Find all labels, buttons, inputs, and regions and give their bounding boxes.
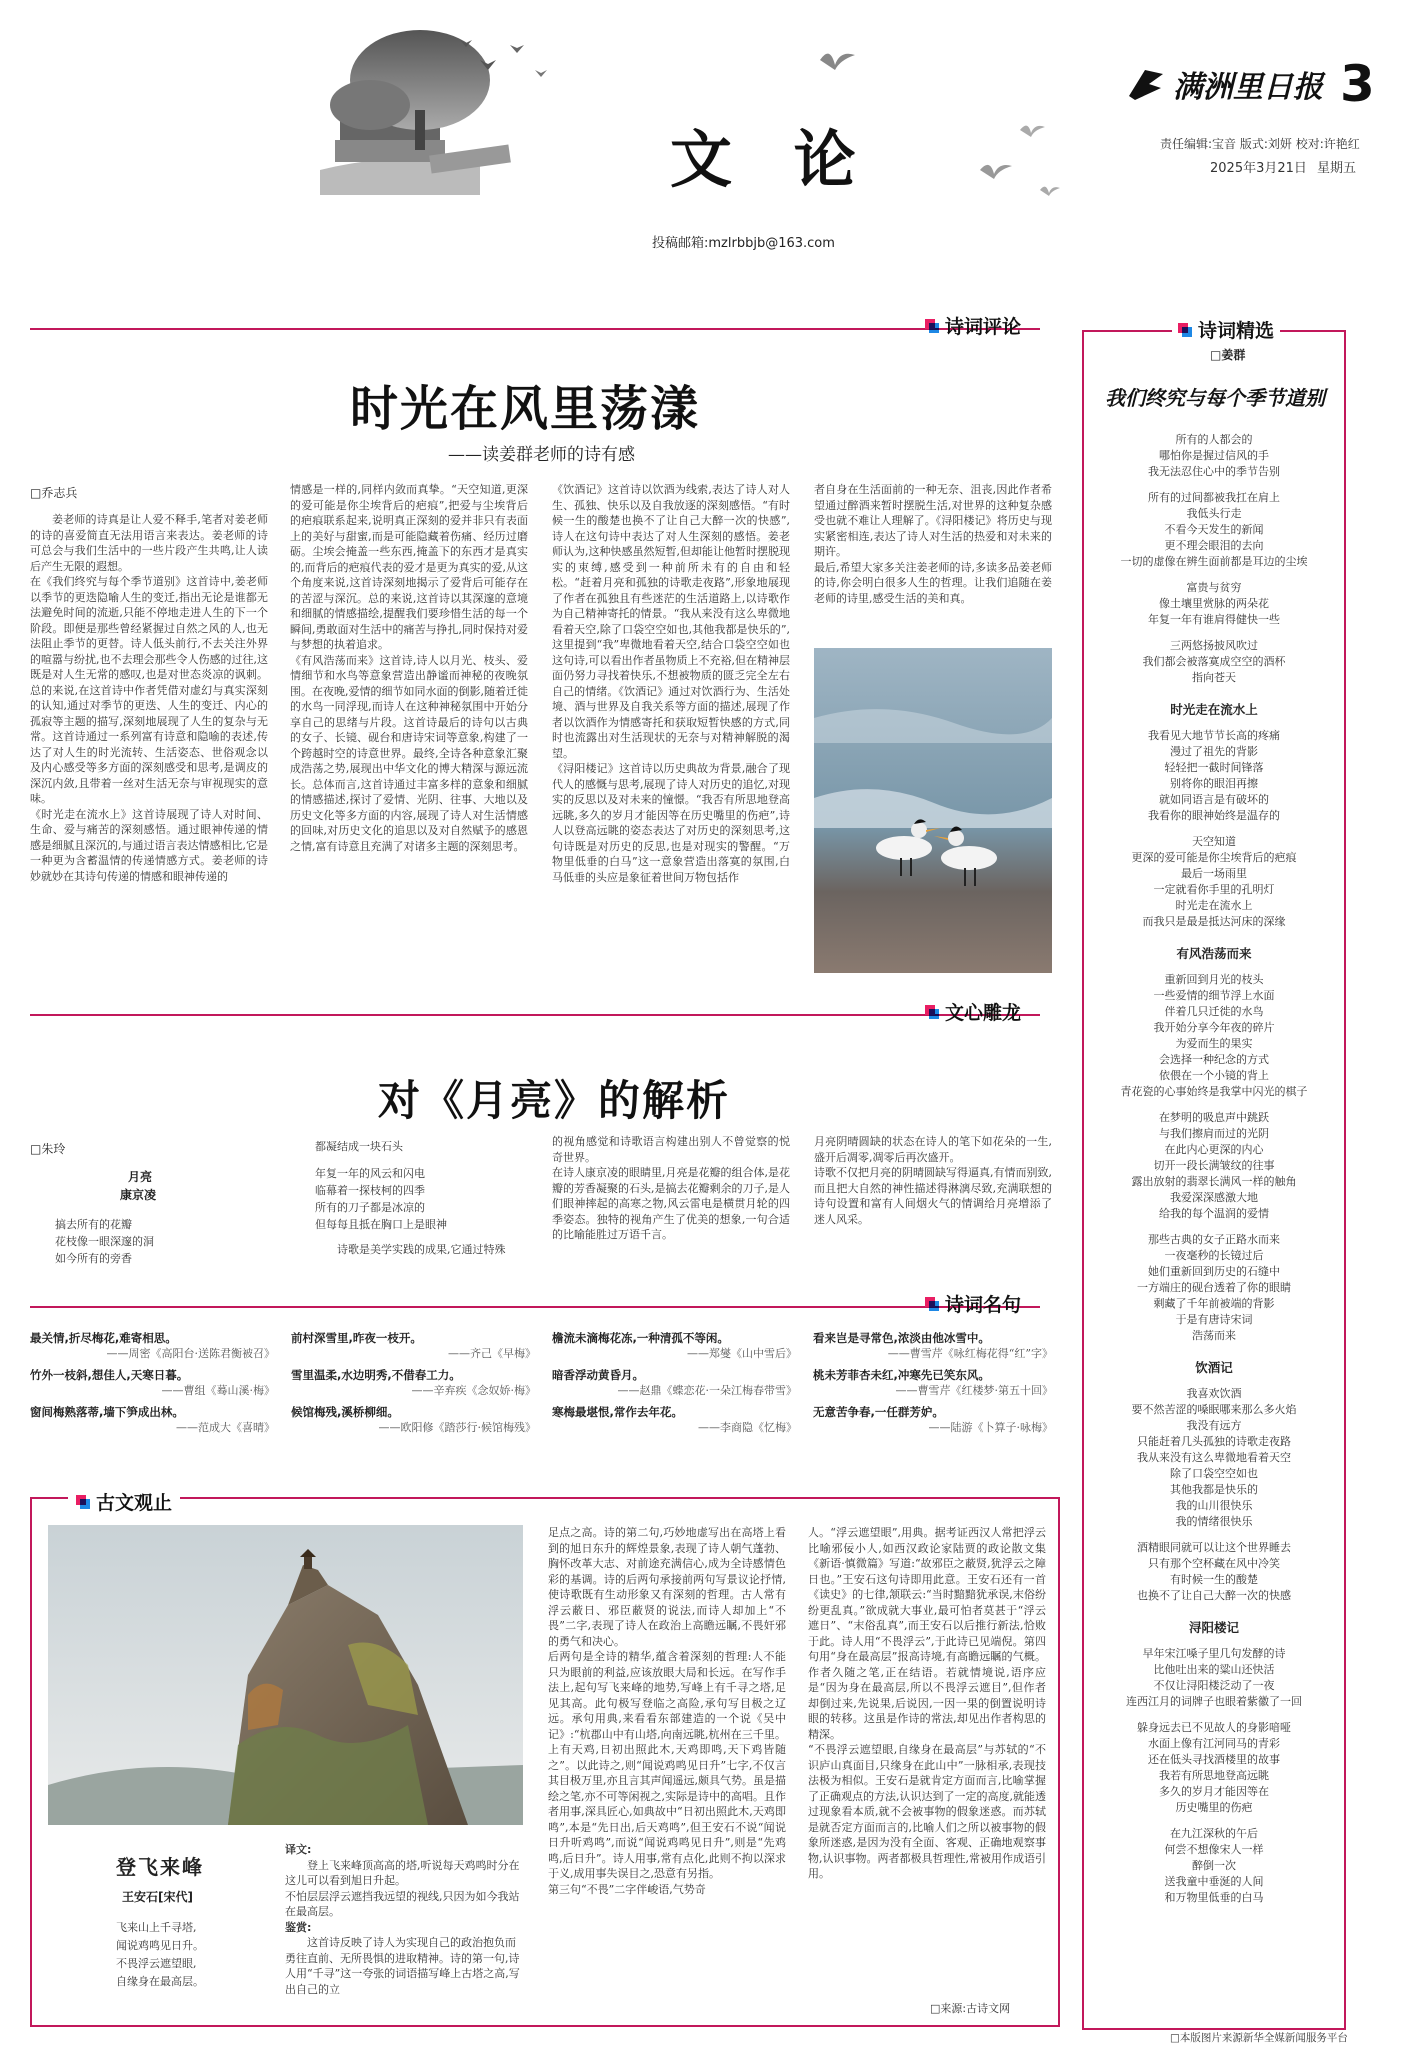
poem-line: 别将你的眼泪再擦 xyxy=(1170,777,1258,790)
moon-col-3: 的视角感觉和诗歌语言构建出别人不曾觉察的悦奇世界。 在诗人康京凌的眼睛里,月亮是花瓣的组合体,是花瓣的芳香凝聚的石头,是搞去花瓣剩余的刀子,是人们眼神摔起的高寒之物,风云雷电是横贯月轮的四季姿态。独特的视角产生了优美的想象,一句合适的比喻能胜过万语千言。 xyxy=(552,1135,790,1241)
poem-line: 自缘身在最高层。 xyxy=(116,1975,204,1988)
poem-stanza xyxy=(1090,1646,1338,1710)
selection-body xyxy=(1090,432,1338,1997)
poem-line: 富贵与贫穷 xyxy=(1186,581,1242,594)
review-col-3: 《饮酒记》这首诗以饮酒为线索,表达了诗人对人生、孤独、快乐以及自我放逐的深刻感悟。“有时候一生的酸楚也换不了让自己大醉一次的快感”,诗人在这句诗中表达了对人生深刻的感悟。姜老师认为,这种快感虽然短暂,但却能让他暂时摆脱现实的束缚,感受到一种前所未有的自由和轻松。“赶着月亮和孤独的诗歌走夜路”,形象地展现了作者在孤独且有些迷茫的生活道路上,以诗歌作为自己精神寄托的情景。“我从来没有这么卑微地看着天空,除了口袋空空如也,其他我都是快乐的”,这里提到“我”卑微地看着天空,结合口袋空空如也这句诗,可以看出作者虽物质上不充裕,但在精神层面仍努力寻找着快乐,不想被物质的匮乏完全左右自己的情绪。《饮酒记》通过对饮酒行为、生活处境、酒与世界及自我关系等方面的描述,展现了作者以饮酒作为情感寄托和获取短暂快感的方式,同时也流露出对生活现状的无奈与对精神解脱的渴望。 《浔阳楼记》这首诗以历史典故为背景,融合了现代人的感慨与思考,展现了诗人对历史的追忆,对现实的反思以及对未来的憧憬。“我否有所思地登高远眺,多久的岁月才能因等在历史嘴里的伤疤”,诗人以登高远眺的姿态表达了对历史的深刻思考,这句诗既是对历史的反思,也是对现实的警醒。“万物里低垂的白马”这一意象营造出落寞的氛围,白马低垂的头应是象征着世间万物包括作 xyxy=(552,483,790,884)
poem-stanza xyxy=(1090,1232,1338,1344)
poem-line: 躲身远去已不见故人的身影喑哑 xyxy=(1137,1721,1291,1734)
poem-line: 何尝不想像宋人一样 xyxy=(1164,1843,1264,1856)
poem-line: 最后一场雨里 xyxy=(1181,867,1247,880)
poem-line: 更深的爱可能是你尘埃背后的疤痕 xyxy=(1131,851,1297,864)
poem-line: 会选择一种纪念的方式 xyxy=(1159,1053,1269,1066)
famous-rule xyxy=(30,1306,1040,1308)
famous-quotes xyxy=(30,1330,1060,1441)
poem-line: 花枝像一眼深邃的洞 xyxy=(55,1235,154,1248)
poem-line: 天空知道 xyxy=(1192,835,1236,848)
poem-line: 我开始分享今年夜的碎片 xyxy=(1153,1021,1275,1034)
poem-line: 轻轻把一截时间锋落 xyxy=(1164,761,1264,774)
poem-line: 醉倒一次 xyxy=(1192,1859,1236,1872)
review-author: □乔志兵 xyxy=(30,486,78,500)
quote-source: ——周密《高阳台·送陈君衡被召》 xyxy=(106,1347,275,1360)
review-rule xyxy=(30,328,1040,330)
poem-stanza xyxy=(1090,834,1338,930)
quote-text: 无意苦争春,一任群芳妒。 xyxy=(813,1405,944,1419)
poem-line: 闻说鸡鸣见日升。 xyxy=(116,1939,204,1952)
translation-text: 登上飞来峰顶高高的塔,听说每天鸡鸣时分在这儿可以看到旭日升起。 不怕层层浮云遮挡我远望的视线,只因为如今我站在最高层。 xyxy=(285,1858,520,1918)
poem-line: 我们都会被落寞成空空的酒杯 xyxy=(1142,655,1286,668)
ancient-poem-author: 王安石[宋代] xyxy=(122,1890,193,1904)
poem-line: 像土壤里赏脉的两朵花 xyxy=(1159,597,1269,610)
image-source-footer: □本版图片来源新华全媒新闻服务平台 xyxy=(1170,2032,1348,2044)
poem-line: 也换不了让自己大醉一次的快感 xyxy=(1137,1589,1291,1602)
poem-line: 连西江月的词牌子也眼着紫徽了一回 xyxy=(1126,1695,1302,1708)
quote-source: ——赵鼎《蝶恋花·一朵江梅春带雪》 xyxy=(617,1384,797,1397)
review-col-4: 者自身在生活面前的一种无奈、沮丧,因此作者希望通过醉酒来暂时摆脱生活,对世界的这种复杂感受也就不难让人理解了。《浔阳楼记》将历史与现实紧密相连,表达了诗人对生活的热爱和对未来的期许。 最后,希望大家多关注姜老师的诗,多读多品姜老师的诗,你会明白很多人生的哲理。让我们追随在姜老师的诗里,感受生活的美和真。 xyxy=(814,483,1052,605)
poem-line: 于是有唐诗宋词 xyxy=(1175,1313,1253,1326)
poem-line: 我低头行走 xyxy=(1186,507,1242,520)
poem-line: 我的情绪很快乐 xyxy=(1175,1515,1253,1528)
poem-line: 在梦明的吸息声中跳跃 xyxy=(1159,1111,1269,1124)
poem-line: 搞去所有的花瓣 xyxy=(55,1218,132,1231)
poem-line xyxy=(315,1155,535,1165)
tag-square-icon xyxy=(925,1297,939,1311)
moon-tag: 文心雕龙 xyxy=(925,998,1021,1025)
poem-line: 有时候一生的酸楚 xyxy=(1170,1573,1258,1586)
mountain-photo xyxy=(48,1525,523,1825)
poem-line: 伴着几只迁徙的水鸟 xyxy=(1164,1005,1264,1018)
poem-line: 我从来没有这么卑微地看着天空 xyxy=(1137,1451,1291,1464)
poem-line: 青花瓷的心事始终是我掌中闪光的棋子 xyxy=(1120,1085,1308,1098)
poem-line: 哪怕你是握过信风的手 xyxy=(1159,449,1269,462)
tag-square-icon xyxy=(1178,323,1192,337)
quote-source: ——辛弃疾《念奴娇·梅》 xyxy=(411,1384,536,1397)
moon-col-2 xyxy=(315,1138,535,1258)
poem-title: 有风浩荡而来 xyxy=(1176,946,1252,961)
poem-title: 浔阳楼记 xyxy=(1188,1620,1239,1635)
poem-line: 而我只是最是抵达河床的深缘 xyxy=(1142,915,1286,928)
poem-title: 时光走在流水上 xyxy=(1170,702,1258,717)
ancient-col-3: 人。“浮云遮望眼”,用典。据考证西汉人常把浮云比喻邪佞小人,如西汉政论家陆贾的政论散文集《新语·慎微篇》写道:“故邪臣之蔽贤,犹浮云之障日也。”王安石这句诗即用此意。王安石还有一首《读史》的七律,颔联云:“当时黯黯犹承误,末俗纷纷更乱真。”欲成就大事业,最可怕者莫甚于“浮云遮日”、“末俗乱真”,而王安石以后推行新法,恰败于此。诗人用“不畏浮云”,于此诗已见端倪。第四句用“身在最高层”报高诗境,有高瞻远瞩的气概。作者久随之笔,正在结语。若就情境说,语序应是“因为身在最高层,所以不畏浮云遮目”,但作者却倒过来,先说果,后说因,一因一果的倒置说明诗眼的转移。这虽是作诗的常法,却见出作者构思的精深。 “不畏浮云遮望眼,自缘身在最高层”与苏轼的“不识庐山真面目,只缘身在此山中”一脉相承,表现技法极为相似。王安石是就肯定方面而言,比喻掌握了正确观点的方法,认识达到了一定的高度,就能透过现象看本质,就不会被事物的假象迷惑。而苏轼是就否定方面而言的,比喻人们之所以被事物的假象所迷惑,是因为没有全面、客观、正确地观察事物,认识事物。两者都极具哲理性,常被用作成语引用。 xyxy=(808,1526,1046,1880)
selection-tag: 诗词精选 xyxy=(1172,316,1280,343)
quote-source: ——陆游《卜算子·咏梅》 xyxy=(928,1421,1053,1434)
poem-line: 我喜欢饮酒 xyxy=(1186,1387,1242,1400)
poem-line: 指向苍天 xyxy=(1192,671,1236,684)
poem-line: 临幕着一探枝柯的四季 xyxy=(315,1184,425,1197)
poem-line: 更不理会眼泪的去向 xyxy=(1164,539,1264,552)
ancient-poem-title: 登飞来峰 xyxy=(116,1855,204,1879)
poem-line: 一方端庄的砚台透着了你的眼睛 xyxy=(1137,1281,1291,1294)
ancient-source: □来源:古诗文网 xyxy=(930,2002,1011,2015)
poem-line: 和万物里低垂的白马 xyxy=(1164,1891,1264,1904)
poem-line: 多久的岁月才能因等在 xyxy=(1159,1785,1269,1798)
poem-line: 酒精眼同就可以让这个世界睡去 xyxy=(1137,1541,1291,1554)
moon-poem xyxy=(55,1216,255,1267)
poem-line: 只能赶着几头孤独的诗歌走夜路 xyxy=(1137,1435,1291,1448)
date: 2025年3月21日 xyxy=(1210,161,1307,176)
selection-poems xyxy=(1090,700,1338,1906)
poem-line: 水面上像有江河同马的青彩 xyxy=(1148,1737,1280,1750)
poem-line: 但每每且抵在胸口上是眼神 xyxy=(315,1218,447,1231)
ancient-poem xyxy=(116,1919,238,1991)
poem-line: 为爱而生的果实 xyxy=(1175,1037,1253,1050)
poem-line: 不仅让浔阳楼泛动了一夜 xyxy=(1153,1679,1275,1692)
quote-column xyxy=(552,1330,797,1441)
poem-line: 如今所有的旁香 xyxy=(55,1252,132,1265)
poem-stanza xyxy=(1090,728,1338,824)
quote-text: 檐流未滴梅花冻,一种清孤不等闲。 xyxy=(552,1331,729,1345)
tag-square-icon xyxy=(925,1005,939,1019)
poem-line: 我没有远方 xyxy=(1186,1419,1242,1432)
quote-source: ——李商隐《忆梅》 xyxy=(698,1421,797,1434)
poem-line: 我爱深深感激大地 xyxy=(1170,1191,1258,1204)
selection-title: 我们终究与每个季节道别 xyxy=(1105,386,1325,410)
moon-title: 对《月亮》的解析 xyxy=(378,1076,731,1125)
poem-stanza xyxy=(1090,1386,1338,1530)
selection-author: □姜群 xyxy=(1210,348,1246,362)
selection-intro xyxy=(1090,432,1338,686)
quote-text: 最关情,折尽梅花,难寄相思。 xyxy=(30,1331,177,1345)
poem-stanza xyxy=(1090,1540,1338,1604)
poem-line: 在九江深秋的午后 xyxy=(1170,1827,1258,1840)
poem-stanza xyxy=(1090,1826,1338,1906)
famous-tag: 诗词名句 xyxy=(925,1290,1021,1317)
moon-author: □朱玲 xyxy=(30,1142,66,1156)
moon-text: 诗歌是美学实践的成果,它通过特殊 xyxy=(337,1243,506,1256)
poem-line: 与我们擦肩而过的光阴 xyxy=(1159,1127,1269,1140)
paper-name: 满洲里日报 xyxy=(1173,70,1323,105)
review-subtitle: ——读姜群老师的诗有感 xyxy=(448,445,635,465)
poem-line: 我的山川很快乐 xyxy=(1175,1499,1253,1512)
poem-line: 所有的过间都被我扛在肩上 xyxy=(1148,491,1280,504)
poem-line: 三两悠扬披风吹过 xyxy=(1170,639,1258,652)
poem-line: 在此内心更深的内心 xyxy=(1164,1143,1264,1156)
review-col-1: 姜老师的诗真是让人爱不释手,笔者对姜老师的诗的喜爱简直无法用语言来表达。姜老师的诗可总会与我们生活中的一些片段产生共鸣,让人读后产生无限的遐想。 在《我们终究与每个季节道别》这首诗中,姜老师以季节的更迭隐喻人生的变迁,指出无论是谁都无法避免时间的流逝,只能不停地走进人生的下一个阶段。即便是那些曾经紧握过自然之风的人,也无法阻止季节的更替。诗人低头前行,不去关注外界的喧嚣与纷扰,也不去理会那些令人伤感的过往,这既是对人生无常的感叹,也是对世态炎凉的讽刺。总的来说,在这首诗中作者凭借对虚幻与真实深刻的认知,通过对季节的更迭、人生的变迁、内心的孤寂等主题的描写,深刻地展现了人生的复杂与无常。这首诗通过一系列富有诗意和隐喻的表述,传达了对人生的时光流转、生活姿态、世俗观念以及内心感受等多方面的深刻感受和思考,是调皮的深沉内敛,且带着一丝对生活无奈与审视现实的意味。 《时光走在流水上》这首诗展现了诗人对时间、生命、爱与痛苦的深刻感悟。通过眼神传递的情感是细腻且深沉的,与通过语言表达情感相比,它是一种更为含蓄温情的传递情感方式。姜老师的诗妙就妙在其诗句传递的情感和眼神传递的 xyxy=(30,513,268,883)
quote-text: 桃未芳菲杏未红,冲寒先已笑东风。 xyxy=(813,1368,990,1382)
poem-line: 只有那个空杯藏在风中冷笑 xyxy=(1148,1557,1280,1570)
quote-column xyxy=(813,1330,1053,1441)
poem-line: 其他我都是快乐的 xyxy=(1170,1483,1258,1496)
poem-line: 年复一年有谁肩得健快一些 xyxy=(1148,613,1280,626)
quote-text: 雪里温柔,水边明秀,不借春工力。 xyxy=(291,1368,461,1382)
poem-line: 一定就看你手里的孔明灯 xyxy=(1153,883,1275,896)
poem-line: 除了口袋空空如也 xyxy=(1170,1467,1258,1480)
birds-photo xyxy=(814,648,1052,973)
ancient-col-2: 足点之高。诗的第二句,巧妙地虚写出在高塔上看到的旭日东升的辉煌景象,表现了诗人朝气蓬勃、胸怀改革大志、对前途充满信心,成为全诗感情色彩的基调。诗的后两句承接前两句写景议论抒情,使诗歌既有生动形象又有深刻的哲理。古人常有浮云蔽日、邪臣蔽贤的说法,而诗人却加上“不畏”二字,表现了诗人在政治上高瞻远瞩,不畏奸邪的勇气和决心。 后两句是全诗的精华,蕴含着深刻的哲理:人不能只为眼前的利益,应该放眼大局和长远。在写作手法上,起句写飞来峰的地势,写峰上有千寻之塔,足见其高。此句极写登临之高险,承句写目极之辽远。承句用典,来看看东部建造的一个说《吴中记》:“杭郡山中有山塔,向南远眺,杭州在三千里。上有天鸡,日初出照此木,天鸡即鸣,天下鸡皆随之”。以此诗之,则“闻说鸡鸣见日升”七字,不仅言其目极万里,亦且言其声闻遥远,颇具气势。虽是描绘之笔,亦不可等闲视之,实际是诗中的高唱。且作者用事,深具匠心,如典故中“日初出照此木,天鸡即鸣”,本是“先日出,后天鸡鸣”,但王安石不说“闻说日升听鸡鸣”,而说“闻说鸡鸣见日升”,则是“先鸡鸣,后日升”。诗人用事,常有点化,此则不拘以深求于义,成用事失误目之,恐意有另指。 第三句“不畏”二字伴峻语,气势奇 xyxy=(548,1526,786,1896)
quote-text: 候馆梅残,溪桥柳细。 xyxy=(291,1405,399,1419)
ancient-notes xyxy=(285,1842,523,2023)
poem-line: 我看见大地节节长高的疼痛 xyxy=(1148,729,1280,742)
poem-line: 所有的刀子都是冰凉的 xyxy=(315,1201,425,1214)
poem-stanza xyxy=(1090,490,1338,570)
tag-square-icon xyxy=(76,1495,90,1509)
quote-source: ——齐己《早梅》 xyxy=(448,1347,536,1360)
poem-stanza xyxy=(1090,432,1338,480)
header-illustration xyxy=(280,20,660,200)
submission-email[interactable]: 投稿邮箱:mzlrbbjb@163.com xyxy=(652,236,835,251)
poem-line: 时光走在流水上 xyxy=(1175,899,1253,912)
translation-heading: 译文: xyxy=(285,1843,312,1856)
poem-line: 不看今天发生的新闻 xyxy=(1164,523,1264,536)
quote-text: 竹外一枝斜,想佳人,天寒日暮。 xyxy=(30,1368,189,1382)
poem-line: 剩藏了千年前被端的背影 xyxy=(1153,1297,1275,1310)
quote-source: ——曹雪芹《咏红梅花得“红”字》 xyxy=(887,1347,1053,1360)
poem-line: 就如同语言是有破坏的 xyxy=(1159,793,1269,806)
moon-rule xyxy=(30,1014,1040,1016)
appreciation-text: 这首诗反映了诗人为实现自己的政治抱负而勇往直前、无所畏惧的进取精神。诗的第一句,诗人用“千寻”这一夸张的词语描写峰上古塔之高,写出自己的立 xyxy=(285,1936,520,1996)
poem-line: 一夜毫秒的长镜过后 xyxy=(1164,1249,1264,1262)
quote-source: ——范成大《喜晴》 xyxy=(176,1421,275,1434)
quote-text: 看来岂是寻常色,浓淡由他冰雪中。 xyxy=(813,1331,990,1345)
poem-line: 飞来山上千寻塔, xyxy=(116,1921,197,1934)
poem-title: 饮酒记 xyxy=(1195,1360,1233,1375)
poem-line: 浩荡而来 xyxy=(1192,1329,1236,1342)
poem-line: 我看你的眼神始终是温存的 xyxy=(1148,809,1280,822)
poem-stanza xyxy=(1090,1110,1338,1222)
poem-line: 还在低头寻找酒楼里的故事 xyxy=(1148,1753,1280,1766)
poem-line: 送我童中垂涎的人间 xyxy=(1164,1875,1264,1888)
poem-line: 切开一段长满皱纹的往事 xyxy=(1153,1159,1275,1172)
quote-source: ——曹组《蓦山溪·梅》 xyxy=(161,1384,275,1397)
quote-column xyxy=(30,1330,275,1441)
moon-poem-author: 康京凌 xyxy=(120,1188,157,1202)
quote-column xyxy=(291,1330,536,1441)
poem-stanza xyxy=(1090,972,1338,1100)
poem-line: 露出放射的翡翠长满风一样的触角 xyxy=(1131,1175,1297,1188)
poem-line: 早年宋江嗓子里几句发酵的诗 xyxy=(1142,1647,1286,1660)
poem-line: 不畏浮云遮望眼, xyxy=(116,1957,197,1970)
date-line xyxy=(1210,157,1356,176)
tag-square-icon xyxy=(925,319,939,333)
poem-line: 一切的虚像在辨生面前都是耳边的尘埃 xyxy=(1120,555,1308,568)
quote-source: ——欧阳修《踏莎行·候馆梅残》 xyxy=(378,1421,536,1434)
poem-line: 她们重新回到历史的石缝中 xyxy=(1148,1265,1280,1278)
logo-icon xyxy=(1125,66,1167,102)
quote-source: ——郑燮《山中雪后》 xyxy=(687,1347,797,1360)
quote-text: 窗间梅熟落蒂,墙下笋成出林。 xyxy=(30,1405,184,1419)
poem-line: 那些古典的女子正路水而来 xyxy=(1148,1233,1280,1246)
appreciation-heading: 鉴赏: xyxy=(285,1920,312,1934)
poem-line: 我若有所思地登高远眺 xyxy=(1159,1769,1269,1782)
page-number: 3 xyxy=(1340,55,1375,113)
weekday: 星期五 xyxy=(1317,161,1357,176)
editors-line: 责任编辑:宝音 版式:刘妍 校对:许艳红 xyxy=(1160,137,1360,151)
poem-line: 给我的每个温润的爱情 xyxy=(1159,1207,1269,1220)
poem-line: 我无法忍住心中的季节告别 xyxy=(1148,465,1280,478)
review-title: 时光在风里荡漾 xyxy=(350,381,701,437)
poem-stanza xyxy=(1090,580,1338,628)
poem-line: 都凝结成一块石头 xyxy=(315,1140,403,1153)
moon-col-4: 月亮阴晴圆缺的状态在诗人的笔下如花朵的一生,盛开后凋零,凋零后再次盛开。 诗歌不仅把月亮的阴晴圆缺写得逼真,有情而别致,而且把大自然的神性描述得淋漓尽致,充满联想的诗句设置和富有人间烟火气的情调给月亮增添了迷人风采。 xyxy=(814,1135,1052,1226)
ancient-poem-box xyxy=(48,1825,238,2020)
review-tag: 诗词评论 xyxy=(925,312,1021,339)
poem-line: 年复一年的风云和闪电 xyxy=(315,1167,425,1180)
poem-line: 重新回到月光的枝头 xyxy=(1164,973,1264,986)
section-title: 文 论 xyxy=(670,123,876,196)
quote-text: 寒梅最堪恨,常作去年花。 xyxy=(552,1405,683,1419)
poem-line: 依偎在一个小镜的背上 xyxy=(1159,1069,1269,1082)
poem-line: 历史嘴里的伤疤 xyxy=(1175,1801,1253,1814)
poem-stanza xyxy=(1090,638,1338,686)
poem-stanza xyxy=(1090,1720,1338,1816)
quote-text: 暗香浮动黄昏月。 xyxy=(552,1368,644,1382)
paper-logo xyxy=(1125,62,1323,106)
poem-line: 漫过了祖先的背影 xyxy=(1170,745,1258,758)
poem-line: 一些爱情的细节浮上水面 xyxy=(1153,989,1275,1002)
poem-line: 比他吐出来的粱山还快活 xyxy=(1153,1663,1275,1676)
quote-source: ——曹雪芹《红楼梦·第五十回》 xyxy=(895,1384,1053,1397)
moon-poem-title: 月亮 xyxy=(128,1170,153,1184)
poem-line: 要不然苦涩的嗓眠哪来那么多火焰 xyxy=(1131,1403,1297,1416)
ancient-tag: 古文观止 xyxy=(68,1488,180,1515)
poem-line: 所有的人都会的 xyxy=(1175,433,1253,446)
quote-text: 前村深雪里,昨夜一枝开。 xyxy=(291,1331,422,1345)
review-col-2: 情感是一样的,同样内敛而真挚。“天空知道,更深的爱可能是你尘埃背后的疤痕”,把爱与尘埃背后的疤痕联系起来,说明真正深刻的爱并非只有表面上的美好与甜蜜,而是可能隐藏着伤痛、经历过磨砺。尘埃会掩盖一些东西,掩盖下的东西才是真实的,而背后的疤痕代表的爱才是更为真实的爱,从这个角度来说,这首诗深刻地揭示了爱背后可能存在的苦涩与深沉。总的来说,这首诗以其深邃的意境和细腻的情感描绘,提醒我们要珍惜生活的每一个瞬间,勇敢面对生活中的痛苦与挣扎,同时保持对爱与梦想的执着追求。 《有风浩荡而来》这首诗,诗人以月光、枝头、爱情细节和水鸟等意象营造出静谧而神秘的夜晚氛围。在夜晚,爱情的细节如同水面的倒影,随着迁徙的水鸟一同浮现,而诗人在这种神秘氛围中开始分享自己的思绪与片段。这首诗最后的诗句以古典的女子、长镜、砚台和唐诗宋词等意象,构建了一个跨越时空的诗意世界。最终,全诗各种意象汇聚成浩荡之势,展现出中华文化的博大精深与源远流长。总体而言,这首诗通过丰富多样的意象和细腻的情感描述,探讨了爱情、光阴、往事、大地以及历史文化等多方面的内容,展现了诗人对生活情感的回味,对历史文化的追思以及对自然赋予的感恩之情,富有诗意且充满了对诸多主题的深刻思考。 xyxy=(290,483,528,853)
